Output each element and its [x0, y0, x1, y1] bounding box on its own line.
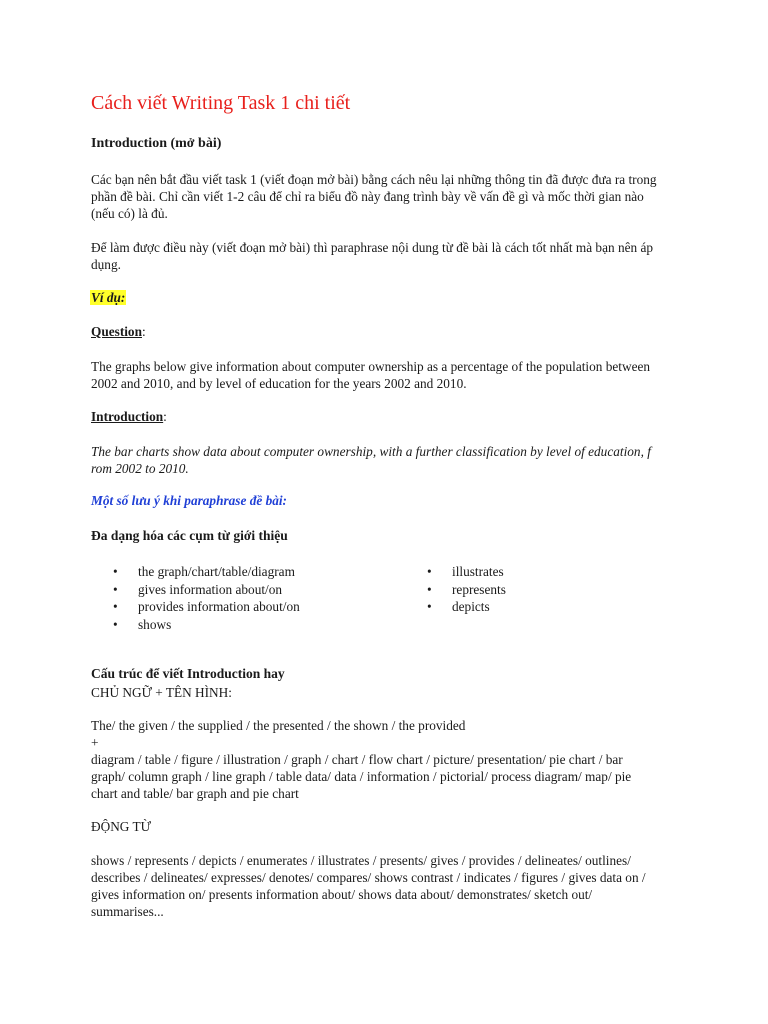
subject-label: CHỦ NGỮ + TÊN HÌNH: [91, 685, 232, 700]
question-label-wrap: Question: [91, 324, 146, 339]
diversify-heading: Đa dạng hóa các cụm từ giới thiệu [91, 528, 288, 543]
subject-block [91, 717, 631, 802]
bullet-icon: • [113, 581, 118, 597]
document-page: Cách viết Writing Task 1 chi tiết Introduction (mở bài) Các bạn nên bắt đầu viết task 1 (viết đoạn mở bài) bằng cách nêu lại những thông tin đã được đưa ra trong phần đề bài. Chỉ cần viết 1-2 câu để chỉ ra biểu đồ này đang trình bày về vấn đề gì và mốc thời gian nào (nếu có) là đủ. Để làm được điều này (viết đoạn mở bài) thì paraphrase nội dung từ đề bài là cách tốt nhất mà bạn nên áp dụng. Ví dụ: Question: The graphs below give information about computer ownership as a percentage of the population between 2002 and 2010, and by level of education for the years 2002 and 2010. Introduction: The bar charts show data about computer ownership, with a further classification by level of education, f rom 2002 to 2010. Một số lưu ý khi paraphrase đề bài: Đa dạng hóa các cụm từ giới thiệu • the graph/chart/table/diagram • gives information about/on • provides information about/on • shows • illustrates • represents • depicts Cấu trúc để viết Introduction hay CHỦ NGỮ + TÊN HÌNH: The/ the given / the supplied / the presented / the shown / the provided + diagram / table / figure / illustration / graph / chart / flow chart / picture/ presentation/ pie chart / bar graph/ column graph / line graph / table data/ data / information / pictorial/ process diagram/ map/ pie chart and table/ bar graph and pie chart ĐỘNG TỪ shows / represents / depicts / enumerates / illustrates / presents/ gives / provides / delineates/ outlines/ describes / delineates/ expresses/ denotes/ compares/ shows contrast / indicates / figures / gives data on / gives information on/ presents information about/ shows data about/ demonstrates/ sketch out/ summarises... [91, 92, 657, 919]
intro-heading: Introduction (mở bài) [91, 136, 222, 151]
paragraph-1-line: (nếu có) là đủ. [91, 206, 168, 221]
nouns-line: diagram / table / figure / illustration / graph / chart / flow chart / picture/ presentation/ pie chart / bar [91, 752, 623, 767]
introduction-text-line: rom 2002 to 2010. [91, 461, 189, 476]
paragraph-1 [91, 171, 657, 222]
verbs-line: describes / delineates/ expresses/ denotes/ compares/ shows contrast / indicates / figures / gives data on / [91, 870, 646, 885]
structure-heading: Cấu trúc để viết Introduction hay [91, 666, 285, 681]
nouns-line: graph/ column graph / line graph / table data/ data / information / pictorial/ process diagram/ map/ pie [91, 769, 632, 784]
bullet-icon: • [427, 599, 432, 614]
paragraph-1-line: phần đề bài. Chỉ cần viết 1-2 câu để chỉ ra biểu đồ này đang trình bày về vấn đề gì và mốc thời gian nào [91, 189, 644, 204]
subject-line: The/ the given / the supplied / the presented / the shown / the provided [91, 718, 466, 733]
nouns-line: chart and table/ bar graph and pie chart [91, 786, 299, 801]
question-text [91, 358, 650, 392]
introduction-label-wrap: Introduction: [91, 409, 167, 424]
example-label-wrap [90, 289, 126, 306]
verbs-line: summarises... [91, 904, 164, 919]
verbs-line: gives information on/ presents information about/ shows data about/ demonstrates/ sketch out/ [91, 887, 593, 902]
page-title: Cách viết Writing Task 1 chi tiết [91, 92, 351, 114]
introduction-text [91, 443, 651, 477]
bullet-icon: • [427, 564, 432, 579]
introduction-label: Introduction [91, 409, 164, 424]
verbs-line: shows / represents / depicts / enumerates / illustrates / presents/ gives / provides / delineates/ outlines/ [91, 853, 631, 868]
question-text-line: 2002 and 2010, and by level of education for the years 2002 and 2010. [91, 376, 467, 391]
verb-label: ĐỘNG TỪ [91, 819, 151, 834]
bullet-icon: • [113, 599, 118, 614]
bullet-icon: • [113, 564, 118, 579]
introduction-text-line: The bar charts show data about computer ownership, with a further classification by level of education, f [91, 444, 651, 459]
paragraph-2 [91, 239, 653, 273]
paragraph-1-line: Các bạn nên bắt đầu viết task 1 (viết đoạn mở bài) bằng cách nêu lại những thông tin đã được đưa ra trong [91, 172, 657, 187]
paragraph-2-line: Để làm được điều này (viết đoạn mở bài) thì paraphrase nội dung từ đề bài là cách tốt nhất mà bạn nên áp [91, 240, 654, 255]
notes-heading: Một số lưu ý khi paraphrase đề bài: [91, 493, 287, 508]
question-label: Question [91, 324, 142, 339]
question-text-line: The graphs below give information about computer ownership as a percentage of the population between [91, 359, 651, 374]
verbs-block [91, 852, 646, 920]
plus-sign: + [91, 735, 99, 750]
paragraph-2-line: dụng. [91, 257, 121, 272]
example-label: Ví dụ: [91, 290, 126, 305]
bullet-icon: • [427, 581, 432, 597]
bullet-icon: • [113, 616, 118, 632]
